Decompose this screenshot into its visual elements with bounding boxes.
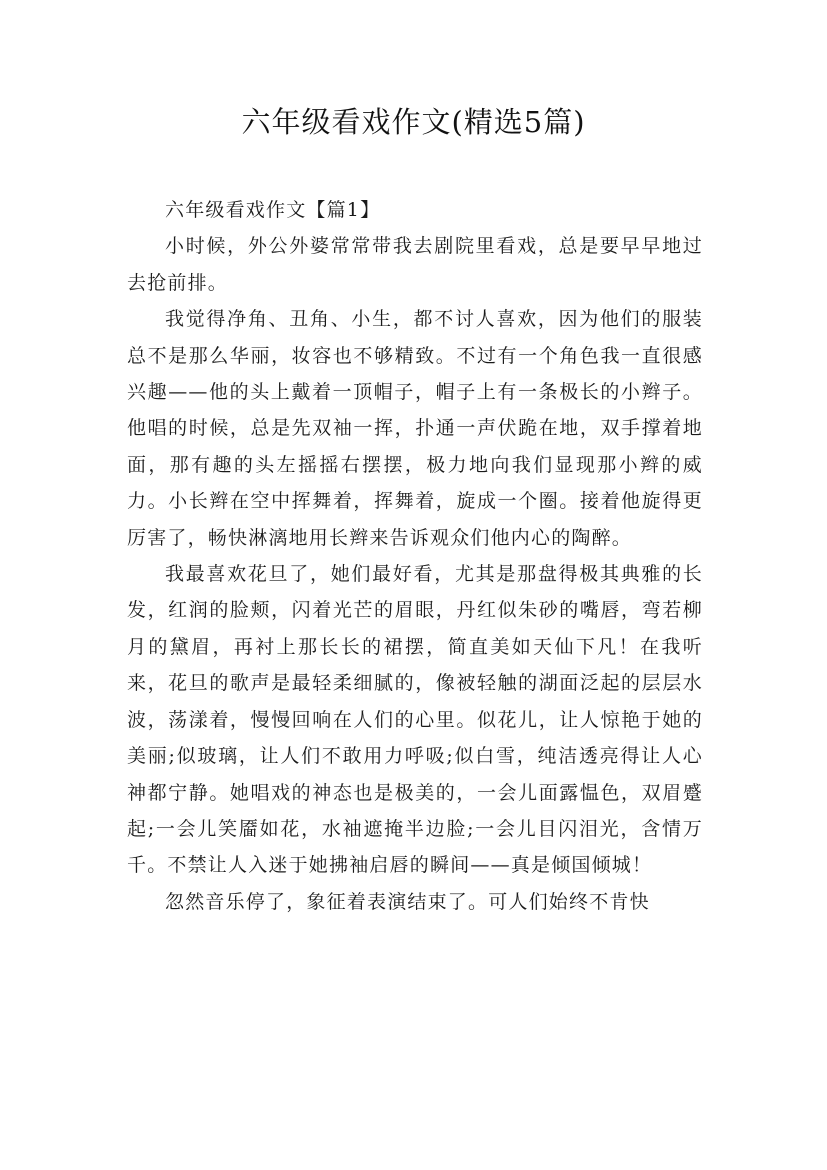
document-body — [127, 192, 703, 920]
document-title: 六年级看戏作文(精选5篇) — [241, 105, 586, 139]
paragraph-1: 小时候，外公外婆常常带我去剧院里看戏，总是要早早地过去抢前排。 — [127, 235, 703, 294]
paragraph-2: 我觉得净角、丑角、小生，都不讨人喜欢，因为他们的服装总不是那么华丽，妆容也不够精致。不过有一个角色我一直很感兴趣——他的头上戴着一顶帽子，帽子上有一条极长的小辫子。他唱的时候，总是先双袖一挥，扑通一声伏跪在地，双手撑着地面，那有趣的头左摇摇右摆摆，极力地向我们显现那小辫的威力。小长辫在空中挥舞着，挥舞着，旋成一个圈。接着他旋得更厉害了，畅快淋漓地用长辫来告诉观众们他内心的陶醉。 — [127, 308, 703, 549]
paragraph-3: 我最喜欢花旦了，她们最好看，尤其是那盘得极其典雅的长发，红润的脸颊，闪着光芒的眉眼，丹红似朱砂的嘴唇，弯若柳月的黛眉，再衬上那长长的裙摆，简直美如天仙下凡！在我听来，花旦的歌声是最轻柔细腻的，像被轻触的湖面泛起的层层水波，荡漾着，慢慢回响在人们的心里。似花儿，让人惊艳于她的美丽;似玻璃，让人们不敢用力呼吸;似白雪，纯洁透亮得让人心神都宁静。她唱戏的神态也是极美的，一会儿面露愠色，双眉蹙起;一会儿笑靥如花，水袖遮掩半边脸;一会儿目闪泪光，含情万千。不禁让人入迷于她拂袖启唇的瞬间——真是倾国倾城！ — [127, 563, 703, 877]
section-heading: 六年级看戏作文【篇1】 — [165, 199, 381, 221]
paragraph-4: 忽然音乐停了，象征着表演结束了。可人们始终不肯快 — [165, 890, 650, 913]
